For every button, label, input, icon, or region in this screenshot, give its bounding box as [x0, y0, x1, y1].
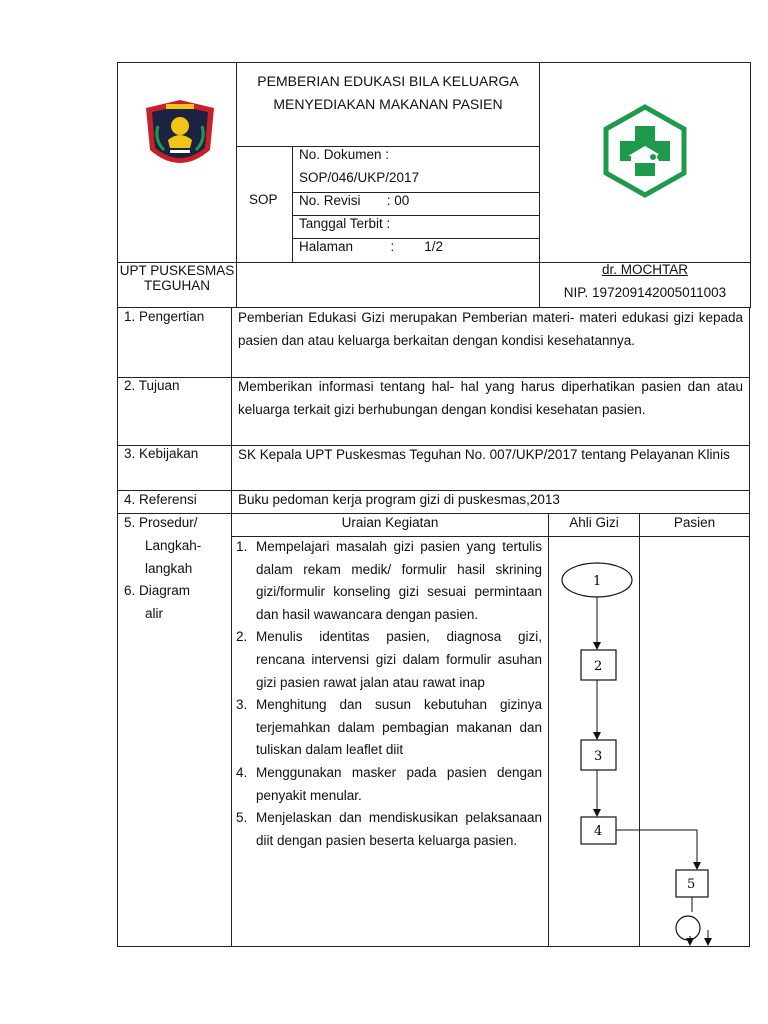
label-prosedur: 5. Prosedur/: [124, 515, 198, 530]
procedure-step: [236, 694, 542, 762]
regency-emblem-logo: [140, 96, 220, 176]
label-langkah-1: Langkah-: [145, 538, 202, 553]
procedure-step: [236, 807, 542, 852]
step-text: Menjelaskan dan mendiskusikan pelaksanaan diit dengan pasien beserta keluarga pasien.: [256, 810, 542, 848]
flow-node-3-label: 3: [594, 749, 603, 764]
procedure-step: [236, 536, 542, 626]
signatory-nip: NIP. 197209142005011003: [563, 285, 727, 300]
step-number: 1.: [236, 539, 248, 554]
pengertian-text: Pemberian Edukasi Gizi merupakan Pemberian materi- materi edukasi gizi kepada pasien dan atau keluarga berkaitan dengan kondisi kesehatannya.: [238, 310, 743, 348]
tanggal-terbit: Tanggal Terbit :: [299, 216, 391, 231]
signatory-name: dr. MOCHTAR: [601, 262, 688, 277]
header-border-right: [750, 62, 751, 308]
no-dokumen-label: No. Dokumen :: [299, 147, 390, 162]
col-uraian-kegiatan: Uraian Kegiatan: [341, 515, 439, 530]
flow-node-1-label: 1: [593, 574, 602, 589]
procedure-step-list: [236, 536, 542, 852]
doc-type-label: SOP: [249, 192, 278, 207]
referensi-text: Buku pedoman kerja program gizi di puskesmas,2013: [238, 492, 560, 507]
halaman: Halaman : 1/2: [299, 239, 444, 254]
flowchart: [540, 550, 760, 950]
step-number: 3.: [236, 697, 248, 713]
header-divider-1: [236, 62, 237, 308]
step-text: Menghitung dan susun kebutuhan gizinya terjemahkan dalam pembagian makanan dan tuliskan dalam leaflet diit: [256, 697, 542, 758]
label-kebijakan: 3. Kebijakan: [124, 446, 199, 461]
kebijakan-text: SK Kepala UPT Puskesmas Teguhan No. 007/UKP/2017 tentang Pelayanan Klinis: [238, 447, 730, 462]
col-ahli-gizi: Ahli Gizi: [569, 515, 619, 530]
label-tujuan: 2. Tujuan: [124, 378, 180, 393]
document-title: PEMBERIAN EDUKASI BILA KELUARGA MENYEDIAKAN MAKANAN PASIEN: [257, 73, 519, 112]
header-border-top: [117, 62, 751, 63]
body-border-left: [117, 307, 118, 947]
puskesmas-logo: [598, 104, 692, 198]
tujuan-text: Memberikan informasi tentang hal- hal yang harus diperhatikan pasien dan atau keluarga terkait gizi berhubungan dengan kondisi kesehatan pasien.: [238, 379, 743, 417]
step-text: Menggunakan masker pada pasien dengan penyakit menular.: [256, 764, 542, 803]
procedure-step: [236, 626, 542, 694]
step-number: 5.: [236, 810, 248, 826]
flow-node-4-label: 4: [594, 824, 603, 839]
flow-node-5-label: 5: [687, 877, 696, 892]
col-pasien: Pasien: [673, 515, 716, 530]
procedure-step: [236, 762, 542, 807]
label-pengertian: 1. Pengertian: [124, 309, 205, 324]
step-text: Mempelajari masalah gizi pasien yang tertulis dalam rekam medik/ formulir hasil skrining gizi/formulir konseling gizi sesuai permintaan dan hasil wawancara dengan pasien.: [256, 539, 542, 622]
step-number: 2.: [236, 629, 248, 645]
no-dokumen-value: SOP/046/UKP/2017: [299, 170, 420, 185]
label-alir: alir: [145, 606, 164, 621]
label-diagram: 6. Diagram: [124, 583, 191, 598]
institution-name: UPT PUSKESMAS TEGUHAN: [119, 263, 235, 293]
no-revisi: No. Revisi : 00: [299, 193, 410, 208]
body-label-divider: [231, 307, 232, 947]
label-referensi: 4. Referensi: [124, 492, 197, 507]
flow-connector-node: [676, 916, 700, 940]
label-langkah-2: langkah: [145, 561, 193, 576]
step-text: Menulis identitas pasien, diagnosa gizi, rencana intervensi gizi dalam formulir asuhan gizi pasien rawat jalan atau rawat inap: [256, 629, 542, 690]
step-number: 4.: [236, 764, 248, 780]
meta-divider: [292, 146, 293, 262]
flow-node-2-label: 2: [594, 659, 603, 674]
